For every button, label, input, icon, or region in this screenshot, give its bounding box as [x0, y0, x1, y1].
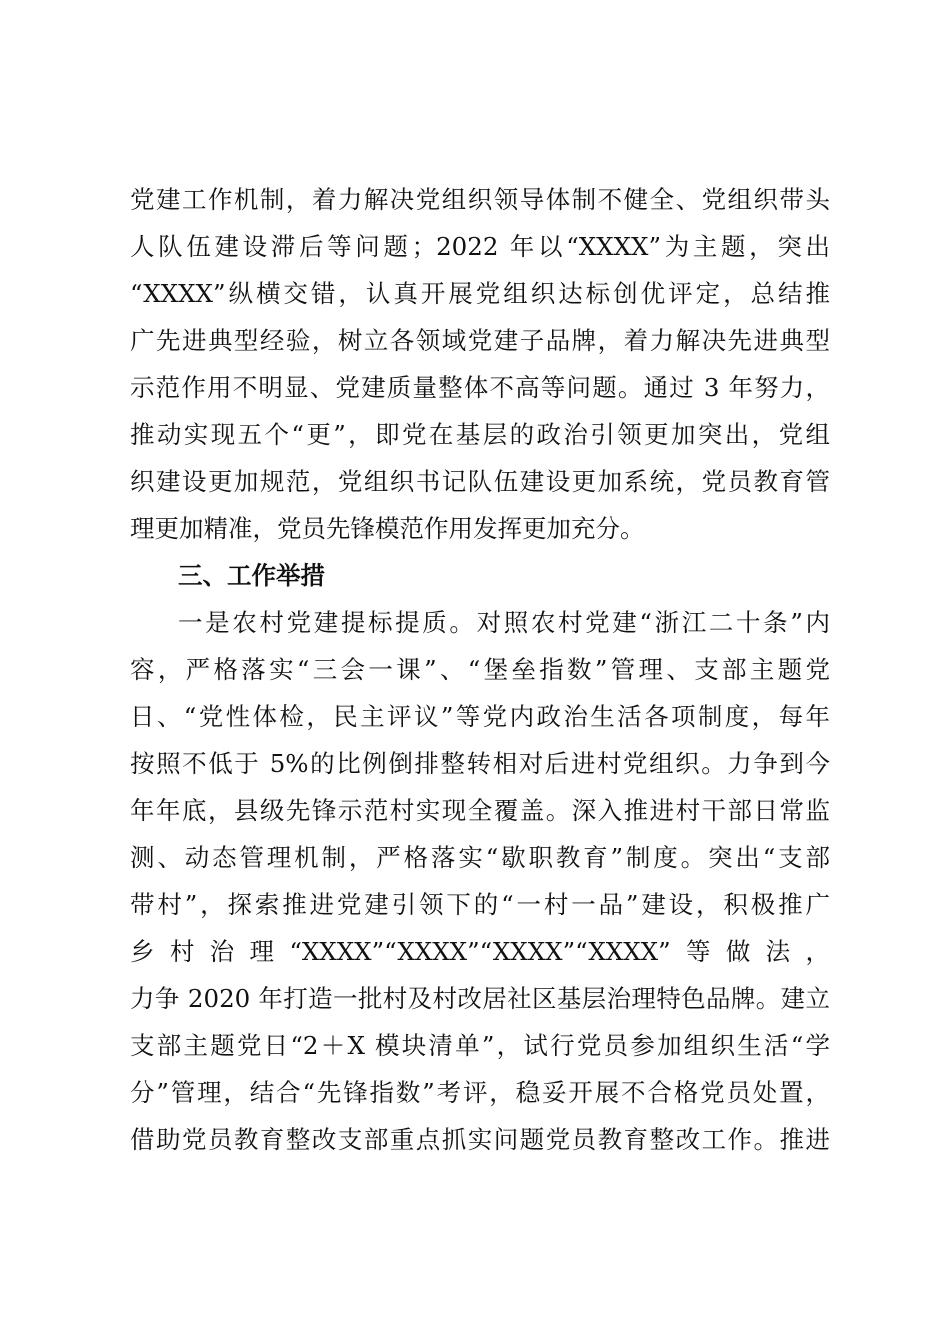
paragraph-line: 容，严格落实“三会一课”、“堡垒指数”管理、支部主题党 — [130, 655, 830, 684]
paragraph-line: 按照不低于 5%的比例倒排整转相对后进村党组织。力争到今 — [130, 749, 830, 778]
paragraph-line: 示范作用不明显、党建质量整体不高等问题。通过 3 年努力， — [130, 373, 830, 402]
paragraph-line: 借助党员教育整改支部重点抓实问题党员教育整改工作。推进 — [130, 1125, 830, 1154]
paragraph-line: 推动实现五个“更”，即党在基层的政治引领更加突出，党组 — [130, 420, 830, 449]
paragraph-line: 日、“党性体检，民主评议”等党内政治生活各项制度，每年 — [130, 702, 830, 731]
paragraph-line: 党建工作机制，着力解决党组织领导体制不健全、党组织带头 — [130, 185, 830, 214]
paragraph-line: 年年底，县级先锋示范村实现全覆盖。深入推进村干部日常监 — [130, 796, 830, 825]
paragraph-line: 广先进典型经验，树立各领域党建子品牌，着力解决先进典型 — [130, 326, 830, 355]
paragraph-line: 一是农村党建提标提质。对照农村党建“浙江二十条”内 — [178, 608, 830, 637]
paragraph-line: 支部主题党日“2＋X 模块清单”，试行党员参加组织生活“学 — [130, 1031, 830, 1060]
section-heading: 三、工作举措 — [178, 561, 325, 590]
paragraph-line: 分”管理，结合“先锋指数”考评，稳妥开展不合格党员处置， — [130, 1078, 830, 1107]
paragraph-line: 乡村治理“XXXX”“XXXX”“XXXX”“XXXX”等做法， — [130, 937, 830, 966]
paragraph-line: 人队伍建设滞后等问题；2022 年以“XXXX”为主题，突出 — [130, 232, 830, 261]
paragraph-line: 理更加精准，党员先锋模范作用发挥更加充分。 — [130, 514, 645, 543]
paragraph-line: 带村”，探索推进党建引领下的“一村一品”建设，积极推广 — [130, 890, 830, 919]
paragraph-line: 测、动态管理机制，严格落实“歇职教育”制度。突出“支部 — [130, 843, 830, 872]
paragraph-line: 织建设更加规范，党组织书记队伍建设更加系统，党员教育管 — [130, 467, 830, 496]
paragraph-line: “XXXX”纵横交错，认真开展党组织达标创优评定，总结推 — [130, 279, 830, 308]
paragraph-line: 力争 2020 年打造一批村及村改居社区基层治理特色品牌。建立 — [130, 984, 830, 1013]
